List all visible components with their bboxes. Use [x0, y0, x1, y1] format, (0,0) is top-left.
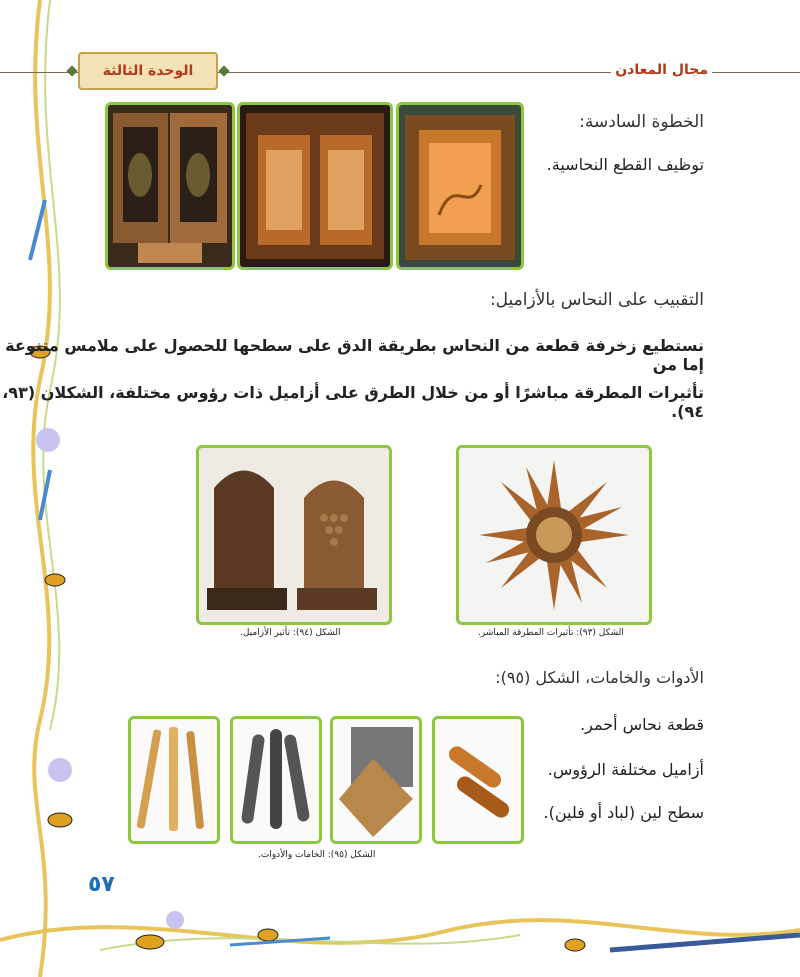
- section-paragraph-line-2: تأثيرات المطرقة مباشرًا أو من خلال الطرق على أزاميل ذات رؤوس مختلفة، الشكلان (٩٣، ٩٤).: [2, 383, 704, 421]
- unit-badge: [78, 52, 218, 90]
- bottom-floral-decoration: [0, 880, 800, 977]
- hammered-sun-photo: [456, 445, 652, 625]
- floral-border-decoration: [0, 0, 90, 977]
- section-paragraph-line-1: نستطيع زخرفة قطعة من النحاس بطريقة الدق على سطحها للحصول على ملامس متنوعة إما من: [5, 336, 704, 374]
- tool-item-chisels: أزاميل مختلفة الرؤوس.: [547, 760, 704, 779]
- step-title: الخطوة السادسة:: [579, 112, 704, 132]
- copper-cabinet-photo: [237, 102, 393, 270]
- copper-rolls-photo: [432, 716, 524, 844]
- figure-95-caption: الشكل (٩٥): الخامات والأدوات.: [258, 850, 376, 860]
- felt-cork-photo: [330, 716, 422, 844]
- chisels-photo: [230, 716, 322, 844]
- wooden-tools-photo: [128, 716, 220, 844]
- unit-label: الوحدة الثالثة: [102, 63, 194, 79]
- tool-item-copper: قطعة نحاس أحمر.: [580, 715, 704, 734]
- tool-item-soft-surface: سطح لين (لباد أو فلين).: [543, 803, 704, 822]
- figure-94-caption: الشكل (٩٤): تأثير الأزاميل.: [240, 628, 341, 638]
- copper-lantern-photo: [105, 102, 235, 270]
- figure-93-caption: الشكل (٩٣): تأثيرات المطرقة المباشر.: [478, 628, 624, 638]
- copper-frame-photo: [396, 102, 524, 270]
- section-title: التقبيب على النحاس بالأزاميل:: [489, 290, 704, 310]
- page-number: ٥٧: [88, 872, 115, 897]
- step-text: توظيف القطع النحاسية.: [546, 155, 704, 174]
- field-title: مجال المعادن: [611, 62, 712, 78]
- bookends-photo: [196, 445, 392, 625]
- tools-title: الأدوات والخامات، الشكل (٩٥):: [495, 668, 704, 687]
